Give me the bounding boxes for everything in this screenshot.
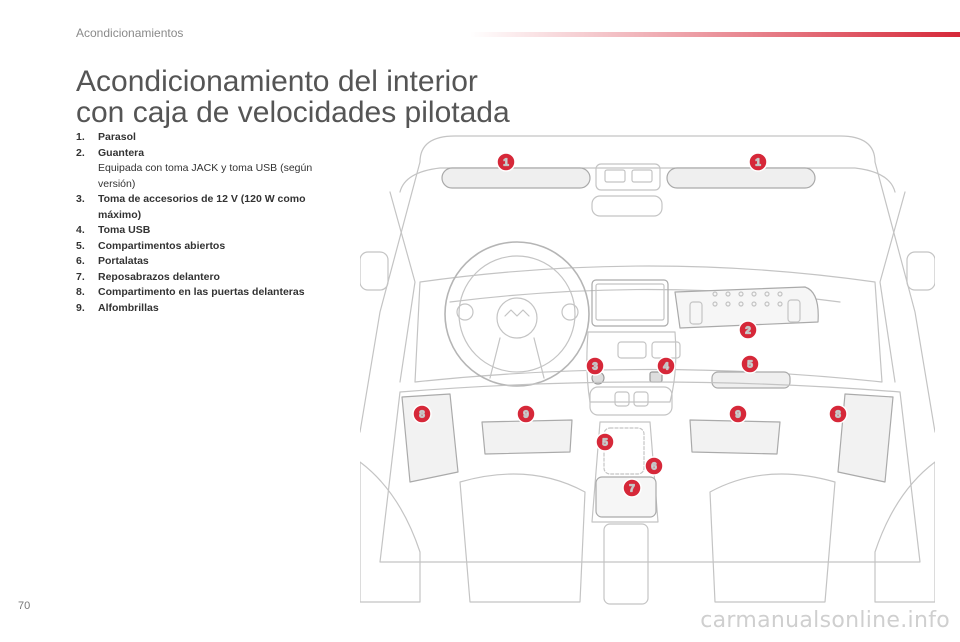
legend-label: Guantera xyxy=(98,146,145,159)
svg-text:1: 1 xyxy=(755,157,761,169)
legend-number: 6. xyxy=(76,255,85,267)
legend-number: 7. xyxy=(76,270,85,283)
svg-text:5: 5 xyxy=(602,437,608,449)
legend-number: 9. xyxy=(76,301,85,314)
legend-number: 5. xyxy=(76,239,85,252)
svg-text:7: 7 xyxy=(629,483,635,495)
svg-text:9: 9 xyxy=(735,409,741,421)
section-label: Acondicionamientos xyxy=(76,26,184,40)
legend-item xyxy=(76,130,322,146)
callout-5-console xyxy=(596,433,614,451)
door-pocket-left xyxy=(402,394,458,482)
callout-6 xyxy=(645,457,663,475)
callout-3 xyxy=(586,357,604,375)
legend-label: Alfombrillas xyxy=(98,301,159,314)
legend-number: 8. xyxy=(76,286,85,298)
legend-item xyxy=(76,270,322,286)
callout-7 xyxy=(623,479,641,497)
callout-8-left xyxy=(413,405,431,423)
side-mirror-left xyxy=(360,252,388,290)
legend-item xyxy=(76,301,322,317)
svg-text:3: 3 xyxy=(592,361,598,373)
callout-8-right xyxy=(829,405,847,423)
callout-1-left xyxy=(497,153,515,171)
callout-1-right xyxy=(749,153,767,171)
svg-text:4: 4 xyxy=(663,361,669,373)
legend-number: 2. xyxy=(76,146,85,159)
svg-text:8: 8 xyxy=(835,409,841,421)
side-mirror-right xyxy=(907,252,935,290)
legend-number: 4. xyxy=(76,224,85,236)
legend-label: Parasol xyxy=(98,131,136,143)
legend-item xyxy=(76,254,322,270)
header-accent-bar xyxy=(470,32,960,37)
floor-mat-left xyxy=(482,420,572,454)
page-number: 70 xyxy=(18,600,31,612)
svg-text:8: 8 xyxy=(419,409,425,421)
legend-number: 3. xyxy=(76,193,85,205)
legend-label: Reposabrazos delantero xyxy=(98,270,220,283)
page-title-line-2: con caja de velocidades pilotada xyxy=(76,96,510,129)
infotainment-screen xyxy=(592,280,668,326)
page-title xyxy=(76,66,510,128)
svg-text:9: 9 xyxy=(523,409,529,421)
legend-label: Compartimento en las puertas delanteras xyxy=(98,286,305,298)
legend-number: 1. xyxy=(76,131,85,143)
sun-visor-right xyxy=(667,168,815,188)
callout-5-front xyxy=(741,355,759,373)
legend-item xyxy=(76,285,322,301)
rear-view-mirror xyxy=(592,196,662,216)
legend-item xyxy=(76,192,322,223)
watermark: carmanualsonline.info xyxy=(700,608,950,633)
door-pocket-right xyxy=(838,394,893,482)
legend-item xyxy=(76,239,322,255)
callout-4 xyxy=(657,357,675,375)
floor-mat-right xyxy=(690,420,780,454)
legend-item xyxy=(76,146,322,193)
svg-text:1: 1 xyxy=(503,157,509,169)
svg-text:6: 6 xyxy=(651,461,657,473)
legend-label: Toma de accesorios de 12 V (120 W como máximo) xyxy=(98,193,306,221)
legend-item xyxy=(76,223,322,239)
legend-label: Portalatas xyxy=(98,255,149,267)
legend-label: Toma USB xyxy=(98,224,151,236)
open-storage-front xyxy=(712,372,790,388)
page-title-line-1: Acondicionamiento del interior xyxy=(76,65,478,98)
car-interior-diagram xyxy=(360,132,935,642)
callout-2 xyxy=(739,321,757,339)
legend-list xyxy=(76,130,322,316)
callout-9-left xyxy=(517,405,535,423)
steering-wheel xyxy=(445,242,589,386)
svg-text:5: 5 xyxy=(747,359,753,371)
svg-text:2: 2 xyxy=(745,325,751,337)
sun-visor-left xyxy=(442,168,590,188)
legend-description: Equipada con toma JACK y toma USB (según versión) xyxy=(98,162,313,190)
callout-9-right xyxy=(729,405,747,423)
legend-label: Compartimentos abiertos xyxy=(98,239,226,252)
